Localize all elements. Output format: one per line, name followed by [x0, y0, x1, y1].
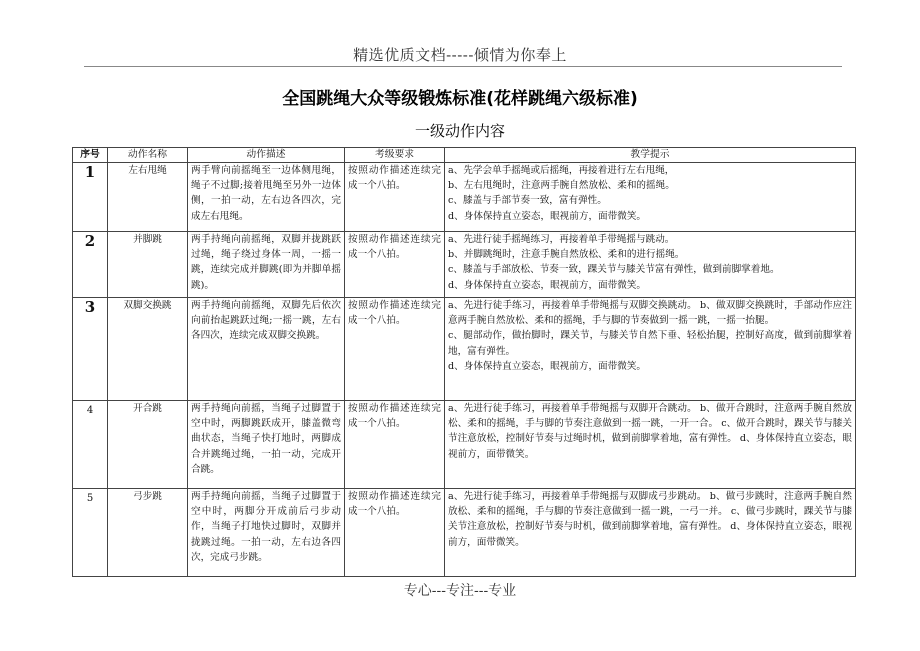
row-tips	[445, 298, 856, 401]
tip-line: a、先学会单手摇绳或后摇绳，再接着进行左右甩绳，	[448, 165, 675, 176]
row-description: 两手持绳向前摇绳，双脚先后依次向前抬起跳跃过绳;一摇一跳，左右各四次，连续完成双脚交换跳。	[188, 298, 345, 401]
table-row	[73, 298, 856, 401]
tip-line: b、并脚跳绳时，注意手腕自然放松、柔和的进行摇绳。	[448, 249, 685, 261]
row-seq: 5	[73, 489, 108, 577]
tip-line: c、膝盖与手部节奏一致，富有弹性。	[448, 195, 607, 207]
row-tips	[445, 163, 856, 232]
row-action-name: 开合跳	[108, 401, 188, 489]
row-description: 两手持绳向前摇，当绳子过脚置于空中时，两脚分开成前后弓步动作，当绳子打地快过脚时，双脚并拢跳过绳。一拍一动，左右边各四次，完成弓步跳。	[188, 489, 345, 577]
row-seq: 4	[73, 401, 108, 489]
table-header-row	[73, 148, 856, 163]
row-description: 两手持绳向前摇，当绳子过脚置于空中时，两脚跳跃成开，膝盖微弯曲状态，当绳子快打地时，两脚成合并跳绳过绳，一拍一动，完成开合跳。	[188, 401, 345, 489]
row-tips	[445, 489, 856, 577]
column-header-description: 动作描述	[188, 148, 345, 163]
tip-line: d、身体保持直立姿态，眼视前方，面带微笑。	[448, 360, 647, 372]
column-header-tips: 教学提示	[445, 148, 856, 163]
row-description: 两手持绳向前摇绳，双脚并拢跳跃过绳，绳子绕过身体一周，一摇一跳，连续完成并脚跳(即为并脚单摇跳)。	[188, 232, 345, 298]
tip-line: a、先进行徒手练习，再接着单手带绳摇与双脚交换跳动。 b、做双脚交换跳时，手部动作应注意两手腕自然放松、柔和的摇绳，手与脚的节奏做到一摇一跳，一摇一抬腿。	[448, 300, 852, 327]
table-row	[73, 232, 856, 298]
tip-line: a、先进行徒手练习，再接着单手带绳摇与双脚开合跳动。 b、做开合跳时，注意两手腕自然放松、柔和的摇绳，手与脚的节奏注意做到一摇一跳，一开一合。 c、做开合跳时，踝关节与膝关节注意放松，控制好节奏与过绳时机，做到前脚掌着地，富有弹性。 d、身体保持直立姿态，眼视前方，面带微笑。	[448, 403, 852, 460]
column-header-name: 动作名称	[108, 148, 188, 163]
row-action-name: 弓步跳	[108, 489, 188, 577]
row-seq: 3	[73, 298, 108, 401]
row-requirement: 按照动作描述连续完成一个八拍。	[345, 298, 445, 401]
row-action-name: 并脚跳	[108, 232, 188, 298]
page-footer: 专心---专注---专业	[403, 583, 517, 599]
tip-line: d、身体保持直立姿态，眼视前方，面带微笑。	[448, 210, 647, 222]
row-action-name: 左右甩绳	[108, 163, 188, 232]
table-row	[73, 489, 856, 577]
row-requirement: 按照动作描述连续完成一个八拍。	[345, 232, 445, 298]
header-divider	[84, 66, 842, 67]
tip-line: a、先进行徒手摇绳练习，再接着单手带绳摇与跳动。	[448, 234, 675, 245]
row-description: 两手臂向前摇绳至一边体侧甩绳，绳子不过脚;接着甩绳至另外一边体侧，一拍一动，左右边各四次，完成左右甩绳。	[188, 163, 345, 232]
row-tips	[445, 401, 856, 489]
table-row	[73, 401, 856, 489]
row-requirement: 按照动作描述连续完成一个八拍。	[345, 163, 445, 232]
section-title: 一级动作内容	[414, 122, 505, 140]
row-seq: 1	[73, 163, 108, 232]
page-header: 精选优质文档-----倾情为你奉上	[353, 46, 567, 64]
column-header-seq: 序号	[73, 148, 108, 163]
tip-line: d、身体保持直立姿态，眼视前方，面带微笑。	[448, 279, 647, 291]
standards-table	[72, 147, 856, 577]
row-seq: 2	[73, 232, 108, 298]
tip-line: a、先进行徒手练习，再接着单手带绳摇与双脚成弓步跳动。 b、做弓步跳时，注意两手腕自然放松、柔和的摇绳，手与脚的节奏注意做到一摇一跳，一弓一并。 c、做弓步跳时，踝关节与膝关节注意放松，控制好节奏与时机，做到前脚掌着地，富有弹性。 d、身体保持直立姿态，眼视前方，面带微笑。	[448, 491, 852, 548]
document-title: 全国跳绳大众等级锻炼标准(花样跳绳六级标准)	[282, 89, 638, 109]
row-requirement: 按照动作描述连续完成一个八拍。	[345, 489, 445, 577]
row-action-name: 双脚交换跳	[108, 298, 188, 401]
tip-line: b、左右甩绳时，注意两手腕自然放松、柔和的摇绳。	[448, 180, 675, 192]
row-requirement: 按照动作描述连续完成一个八拍。	[345, 401, 445, 489]
tip-line: c、膝盖与手部放松、节奏一致，踝关节与膝关节富有弹性，做到前脚掌着地。	[448, 264, 780, 276]
table-row	[73, 163, 856, 232]
column-header-requirement: 考级要求	[345, 148, 445, 163]
tip-line: c、腿部动作，做抬脚时，踝关节，与膝关节自然下垂、轻松抬腿，控制好高度，做到前脚掌着地，富有弹性。	[448, 330, 852, 357]
row-tips	[445, 232, 856, 298]
